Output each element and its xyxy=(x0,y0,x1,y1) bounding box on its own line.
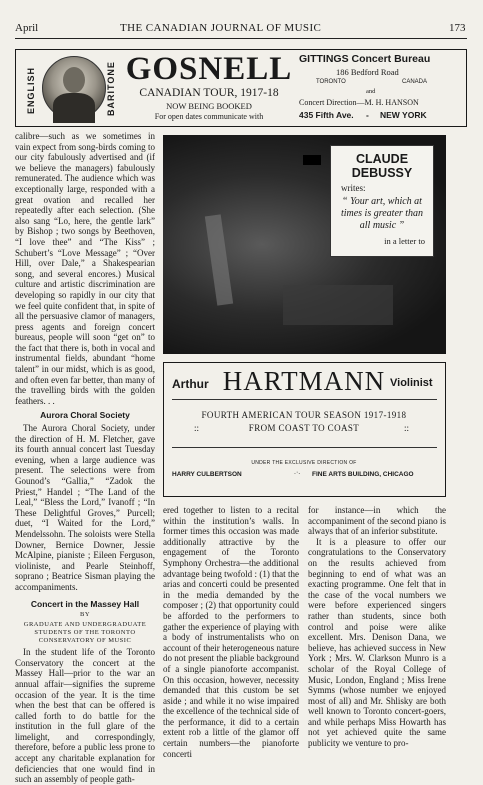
column-right xyxy=(308,505,446,753)
byline-students: GRADUATE AND UNDERGRADUATE STUDENTS OF THE TORONTO CONSERVATORY OF MUSIC xyxy=(23,621,147,645)
hartmann-colon-right: :: xyxy=(404,423,410,433)
hartmann-last-name: HARTMANN xyxy=(222,366,386,396)
hartmann-colon-left: :: xyxy=(194,423,200,433)
hanson-dash: - xyxy=(366,110,369,120)
paragraph-sang-review: calibre—such as we sometimes in vain expect from song-birds coming to our city fabulously advertised and (if we believe the managers) fabulously remunerated. The audience which was exceptionally large, responded with a great ovation and recalled her repeatedly after each selection. (She also sang “Lo, here, the gentle lark” by Bishop ; two songs by Beethoven, “I love thee” and “The Kiss” ; Schubert’s “Love Message” ; “Over Hill, over Dale,” a Shakespearian song, and several encores.) Musical culture and artistic discrimination are developing so rapidly in our city that we feel quite confident that, in spite of all the persuasive clamor of managers, press agents and foreign concert bureaus, people will soon “get on” to the fact that there is, both in vocal and instrumental fields, abundant “home talent” in our midst, which is as good, and often even far better, than many of the travelling birds with the golden feathers. . . xyxy=(15,131,155,406)
paragraph-piano-substitute: for instance—in which the accompaniment of the second piano is always that of an inferior substitute. xyxy=(308,505,446,537)
gosnell-open-dates: For open dates communicate with xyxy=(154,112,264,121)
hanson-address: 435 Fifth Ave. xyxy=(299,110,354,120)
hartmann-coast: FROM COAST TO COAST xyxy=(248,423,360,433)
hartmann-role: Violinist xyxy=(390,377,433,389)
paragraph-congratulations: It is a pleasure to offer our congratulations to the Conservatory on the results achieved from beginning to end of what was an exacting programme. One felt that in the case of the vocal numbers we were before experienced singers rather than students, since both control and poise were alike excellent. Mrs. Denison Dana, we believe, has achieved success in New York ; Mrs. W. Clarkson Munro is a scholar of the Royal College of Music, London, England ; Miss Irene Symms (whose number we enjoyed most of all) and Mr. Shlisky are both well known to Toronto concert-goers, and while perhaps Miss Howarth has not yet achieved quite the same publicity we venture to pro- xyxy=(308,536,446,749)
hartmann-season: FOURTH AMERICAN TOUR SEASON 1917-1918 xyxy=(201,410,407,420)
column-left xyxy=(15,131,155,785)
gittings-city: TORONTO xyxy=(316,79,346,85)
gosnell-booking: NOW BEING BOOKED xyxy=(166,101,252,111)
header-page-number: 173 xyxy=(449,22,466,34)
gittings-country: CANADA xyxy=(402,79,428,85)
hartmann-ad xyxy=(163,362,446,497)
byline-by: BY xyxy=(79,611,91,619)
hartmann-rule-bottom xyxy=(172,447,437,448)
paragraph-aurora: The Aurora Choral Society, under the direction of H. M. Fletcher, gave its fourth annual concert last Tuesday evening, when a large audience was present. The selections were from Gounod’s “Gallia,” “Zadok the Priest,” Handel ; “The Land of the Leal,” “Bless the Lord,” Ivanoff ; “In These Delightful Groves,” Purcell; duet, “I Waited for the Lord,” Mendelssohn. The soloists were Stella Downer, Bernice Downer, Jessie McAlpine, pianiste ; Eileen Ferguson, violiniste, and Pearle Steinhoff, soprano ; Beatrice Sisman playing the accompaniments. xyxy=(15,423,155,592)
hartmann-rule-top xyxy=(172,399,437,400)
header-journal-title: THE CANADIAN JOURNAL OF MUSIC xyxy=(120,22,322,34)
header-rule xyxy=(15,38,467,39)
hartmann-manager: HARRY CULBERTSON xyxy=(172,471,242,478)
heading-massey-hall: Concert in the Massey Hall xyxy=(30,598,140,609)
paragraph-massey-intro: In the student life of the Toronto Conservatory the concert at the Massey Hall—prior to the war an annual affair—signifies the supreme occasion of the year. It is the time when the best that can be offered is called forth to do battle for the institution in the full glare of the limelight, and correspondingly, therefore, before a public less prone to accept any charitable explanation for deficiencies that one would find in such an assembly of people gath- xyxy=(15,647,155,785)
gosnell-ad xyxy=(15,49,467,127)
hanson-direction: Concert Direction—M. H. HANSON xyxy=(299,98,419,107)
gosnell-name: GOSNELL xyxy=(125,51,293,87)
gosnell-portrait xyxy=(42,56,106,120)
gosnell-tour: CANADIAN TOUR, 1917-18 xyxy=(139,87,279,99)
debussy-quote: “ Your art, which at times is greater than all music ” xyxy=(340,196,424,231)
and-label: and xyxy=(366,88,376,95)
column-middle xyxy=(163,505,299,759)
debussy-quote-card xyxy=(330,145,434,257)
debussy-writes: writes: xyxy=(341,183,366,193)
hartmann-direction: UNDER THE EXCLUSIVE DIRECTION OF xyxy=(251,460,357,466)
gosnell-side-right: BARITONE xyxy=(106,61,116,116)
header-month: April xyxy=(15,22,39,34)
gittings-address: 186 Bedford Road xyxy=(336,67,399,77)
gosnell-side-left: ENGLISH xyxy=(26,66,36,114)
hartmann-building: FINE ARTS BUILDING, CHICAGO xyxy=(312,471,414,478)
hanson-city: NEW YORK xyxy=(380,110,427,120)
hartmann-first-name: Arthur xyxy=(172,377,209,391)
paragraph-massey-continued: ered together to listen to a recital within the institution’s walls. In former times this occasion was made additionally attractive by the engagement of the Toronto Symphony Orchestra—the additional advantage being twofold : (1) that the arias and concerti could be presented in the media demanded by the composer ; (2) that opportunity could be afforded to the performers to gather the experience of playing with a body of instrumentalists who on account of their heterogeneous nature do not present the pliable background of a single pianoforte accompanist. On this occasion, however, necessity demanded that this custom be set aside ; and while it no wise impaired the excellence of the technical side of the performance, it did to a certain extent rob a little of the glamor off certain numbers—the pianoforte concerti xyxy=(163,505,299,759)
heading-aurora-choral-society: Aurora Choral Society xyxy=(40,410,130,421)
debussy-letter: in a letter to xyxy=(384,236,425,246)
debussy-name-first: CLAUDE xyxy=(355,152,409,166)
hartmann-separator: .·. xyxy=(294,469,301,476)
debussy-name-last: DEBUSSY xyxy=(351,166,413,180)
gittings-bureau: GITTINGS Concert Bureau xyxy=(299,53,431,65)
